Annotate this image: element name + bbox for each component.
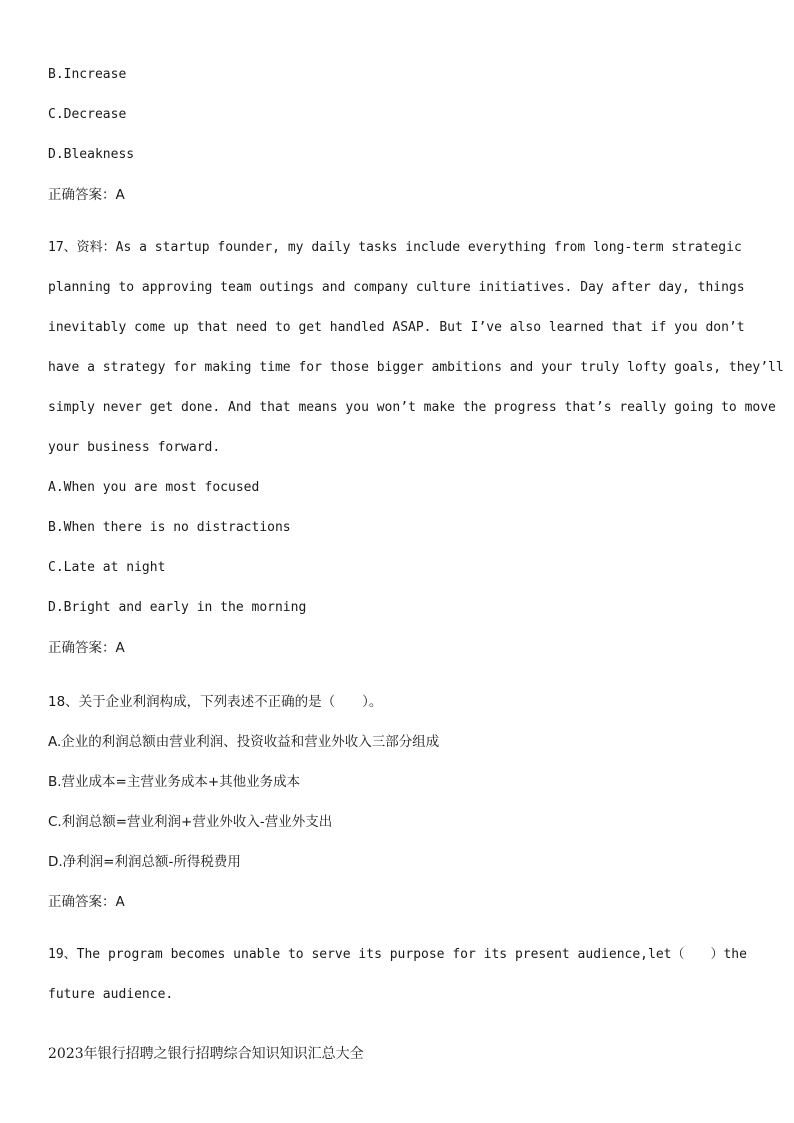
q17-option-d: D.Bright and early in the morning [48, 600, 307, 615]
q17-stem-line-5: simply never get done. And that means you won’t make the progress that’s really going to move [48, 400, 776, 415]
q16-option-c: C.Decrease [48, 107, 127, 122]
q17-option-b: B.When there is no distractions [48, 520, 291, 535]
q17-stem-line-3: inevitably come up that need to get handled ASAP. But I’ve also learned that if you don’t [48, 320, 745, 335]
q17-option-c: C.Late at night [48, 560, 166, 575]
q16-answer: 正确答案：A [48, 187, 125, 203]
document-footer-title: 2023年银行招聘之银行招聘综合知识知识汇总大全 [48, 1046, 364, 1062]
q18-stem: 18、关于企业利润构成，下列表述不正确的是（ ）。 [48, 694, 383, 710]
q16-option-b: B.Increase [48, 67, 127, 82]
q17-stem-line-1: 17、资料：As a startup founder, my daily tasks include everything from long-term strategic [48, 240, 742, 255]
q17-stem-line-6: your business forward. [48, 440, 221, 455]
q17-stem-line-4: have a strategy for making time for those bigger ambitions and your truly lofty goals, they’ll [48, 360, 784, 375]
q19-stem-line-2: future audience. [48, 987, 174, 1002]
q17-option-a: A.When you are most focused [48, 480, 260, 495]
q17-answer: 正确答案：A [48, 640, 125, 656]
q18-option-d: D.净利润=利润总额-所得税费用 [48, 854, 241, 870]
q17-stem-line-2: planning to approving team outings and company culture initiatives. Day after day, things [48, 280, 745, 295]
q18-answer: 正确答案：A [48, 894, 125, 910]
q16-option-d: D.Bleakness [48, 147, 135, 162]
q18-option-a: A.企业的利润总额由营业利润、投资收益和营业外收入三部分组成 [48, 734, 440, 750]
q19-stem-line-1: 19、The program becomes unable to serve its purpose for its present audience,let（ ）the [48, 947, 747, 962]
q18-option-b: B.营业成本=主营业务成本+其他业务成本 [48, 774, 301, 790]
q18-option-c: C.利润总额=营业利润+营业外收入-营业外支出 [48, 814, 333, 830]
